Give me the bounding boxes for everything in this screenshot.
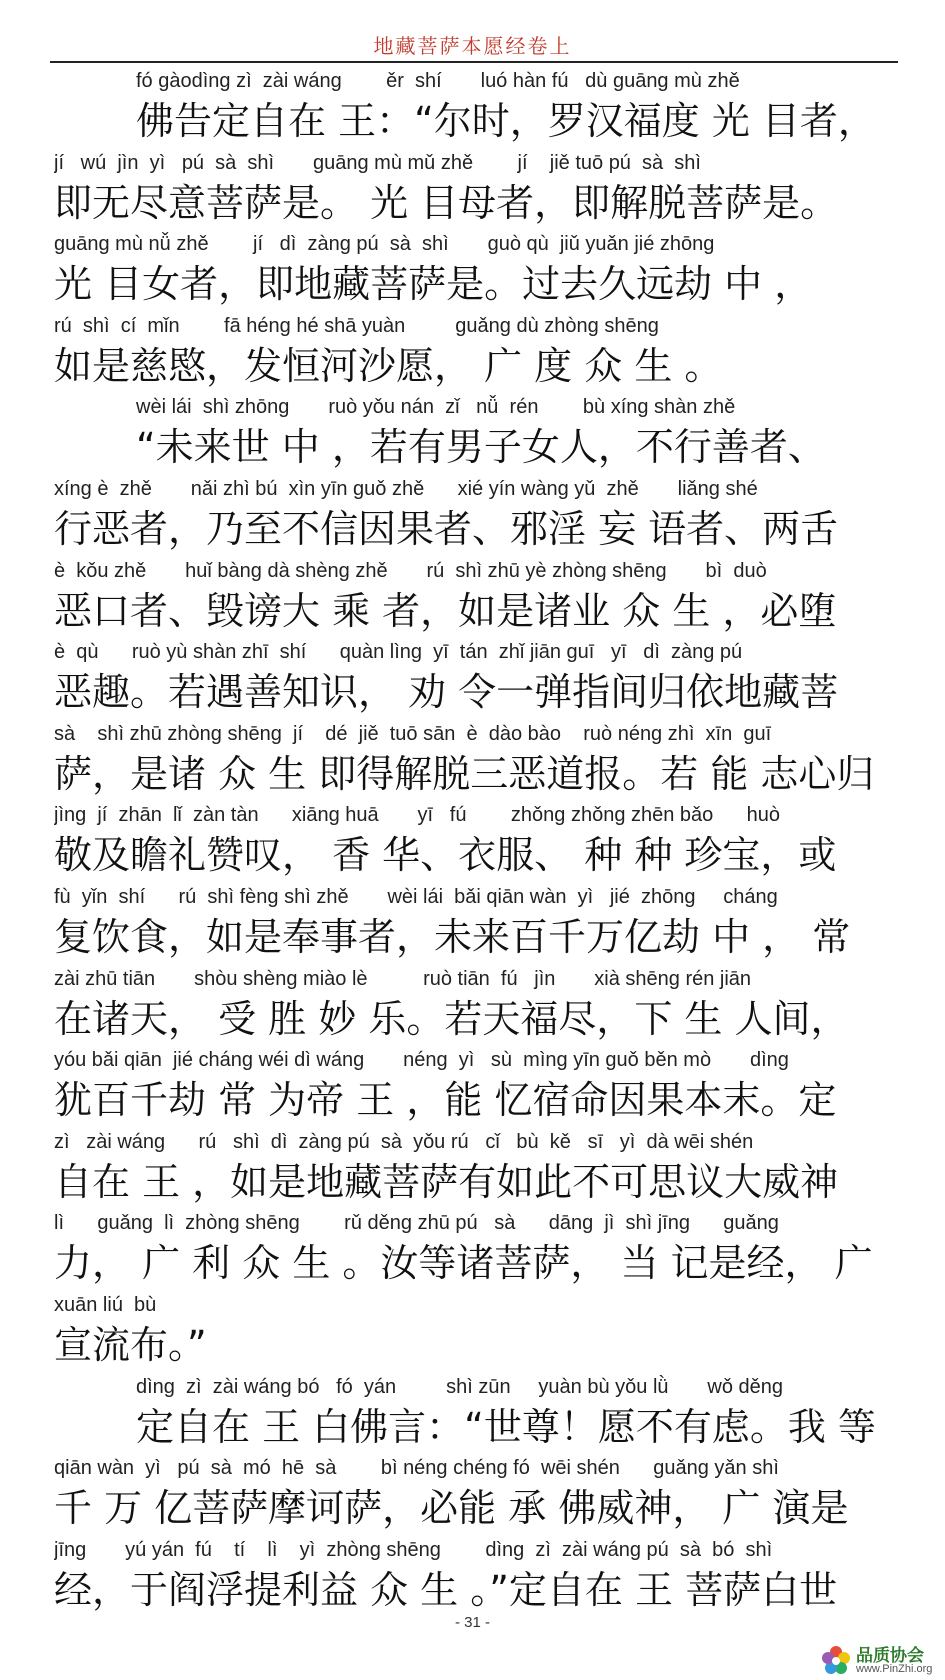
pinyin-line: dìng zì zài wáng bó fó yán shì zūn yuàn bù yǒu lǜ wǒ děng — [136, 1375, 784, 1398]
pinyin-line: jí wú jìn yì pú sà shì guāng mù mǔ zhě jí jiě tuō pú sà shì — [54, 151, 701, 174]
hanzi-line: “未来世 中 ，若有男子女人，不行善者、 — [136, 425, 826, 470]
text-line — [54, 721, 896, 803]
hanzi-line: 萨，是诸 众 生 即得解脱三恶道报。若 能 志心归 — [54, 751, 875, 796]
pinyin-line: wèi lái shì zhōng ruò yǒu nán zǐ nǚ rén bù xíng shàn zhě — [136, 396, 736, 419]
text-line — [54, 884, 896, 966]
text-line — [54, 1047, 896, 1129]
text-line — [54, 476, 896, 558]
pinyin-line: lì guǎng lì zhòng shēng rǔ děng zhū pú sà dāng jì shì jīng guǎng — [54, 1212, 779, 1235]
hanzi-line: 经，于阎浮提利益 众 生 。”定自在 王 菩萨白世 — [54, 1567, 838, 1612]
text-line — [54, 1455, 896, 1537]
watermark-title: 品质协会 — [856, 1646, 924, 1666]
hanzi-line: 光 目女者，即地藏菩萨是。过去久远劫 中 ， — [54, 262, 813, 307]
hanzi-line: 定自在 王 白佛言：“世尊！愿不有虑。我 等 — [136, 1404, 876, 1449]
text-line — [54, 1292, 896, 1374]
pinyin-line: fù yǐn shí rú shì fèng shì zhě wèi lái bǎi qiān wàn yì jié zhōng cháng — [54, 885, 778, 908]
text-line — [54, 150, 896, 232]
text-line — [54, 313, 896, 395]
hanzi-line: 宣流布。” — [54, 1322, 207, 1367]
text-line — [54, 802, 896, 884]
hanzi-line: 恶趣。若遇善知识， 劝 令一弹指间归依地藏菩 — [54, 670, 839, 715]
pinyin-line: sà shì zhū zhòng shēng jí dé jiě tuō sān è dào bào ruò néng zhì xīn guī — [54, 722, 772, 745]
pinyin-line: fó gàodìng zì zài wáng ěr shí luó hàn fú dù guāng mù zhě — [136, 70, 740, 92]
text-line — [54, 1129, 896, 1211]
text-line — [54, 1210, 896, 1292]
hanzi-line: 复饮食，如是奉事者，未来百千万亿劫 中 ， 常 — [54, 914, 851, 959]
text-line — [54, 1374, 896, 1456]
pinyin-line: rú shì cí mǐn fā héng hé shā yuàn guǎng dù zhòng shēng — [54, 314, 659, 337]
hanzi-line: 即无尽意菩萨是。 光 目母者，即解脱菩萨是。 — [54, 180, 839, 225]
text-line — [54, 1537, 896, 1619]
flower-logo-icon — [818, 1642, 854, 1678]
page-header-title: 地藏菩萨本愿经卷上 — [373, 34, 572, 58]
pinyin-line: yóu bǎi qiān jié cháng wéi dì wáng néng yì sù mìng yīn guǒ běn mò dìng — [54, 1049, 789, 1072]
hanzi-line: 恶口者、毁谤大 乘 者，如是诸业 众 生 ，必堕 — [54, 588, 837, 633]
hanzi-line: 如是慈愍，发恒河沙愿， 广 度 众 生 。 — [54, 343, 723, 388]
pinyin-line: guāng mù nǚ zhě jí dì zàng pú sà shì guò qù jiǔ yuǎn jié zhōng — [54, 233, 715, 256]
text-line — [54, 68, 896, 150]
pinyin-line: xuān liú bù — [54, 1293, 157, 1316]
hanzi-line: 自在 王 ，如是地藏菩萨有如此不可思议大威神 — [54, 1159, 839, 1204]
pinyin-line: è qù ruò yù shàn zhī shí quàn lìng yī tán zhǐ jiān guī yī dì zàng pú — [54, 641, 743, 664]
scripture-text-block — [54, 68, 896, 1618]
hanzi-line: 行恶者，乃至不信因果者、邪淫 妄 语者、两舌 — [54, 506, 839, 551]
text-line — [54, 394, 896, 476]
header-divider — [50, 61, 898, 63]
pinyin-line: jìng jí zhān lǐ zàn tàn xiāng huā yī fú zhǒng zhǒng zhēn bǎo huò — [54, 804, 780, 827]
text-line — [54, 966, 896, 1048]
pinyin-line: xíng è zhě nǎi zhì bú xìn yīn guǒ zhě xié yín wàng yǔ zhě liǎng shé — [54, 477, 758, 500]
pinyin-line: zài zhū tiān shòu shèng miào lè ruò tiān fú jìn xià shēng rén jiān — [54, 967, 752, 990]
text-line — [54, 231, 896, 313]
hanzi-line: 千 万 亿菩萨摩诃萨，必能 承 佛威神， 广 演是 — [54, 1486, 849, 1531]
hanzi-line: 佛告定自在 王：“尔时，罗汉福度 光 目者， — [136, 99, 876, 143]
pinyin-line: zì zài wáng rú shì dì zàng pú sà yǒu rú cǐ bù kě sī yì dà wēi shén — [54, 1130, 754, 1153]
text-line — [54, 558, 896, 640]
hanzi-line: 犹百千劫 常 为帝 王 ，能 忆宿命因果本末。定 — [54, 1078, 837, 1123]
hanzi-line: 力， 广 利 众 生 。汝等诸菩萨， 当 记是经， 广 — [54, 1241, 873, 1286]
pinyin-line: è kǒu zhě huǐ bàng dà shèng zhě rú shì zhū yè zhòng shēng bì duò — [54, 559, 767, 582]
page-number: - 31 - — [454, 1614, 490, 1631]
watermark-url: www.PinZhi.org — [856, 1663, 933, 1675]
hanzi-line: 在诸天， 受 胜 妙 乐。若天福尽，下 生 人间， — [54, 996, 849, 1041]
text-line — [54, 639, 896, 721]
watermark — [818, 1640, 945, 1680]
pinyin-line: qiān wàn yì pú sà mó hē sà bì néng chéng fó wēi shén guǎng yǎn shì — [54, 1457, 779, 1480]
hanzi-line: 敬及瞻礼赞叹， 香 华、衣服、 种 种 珍宝，或 — [54, 833, 837, 878]
pinyin-line: jīng yú yán fú tí lì yì zhòng shēng dìng zì zài wáng pú sà bó shì — [54, 1538, 773, 1561]
